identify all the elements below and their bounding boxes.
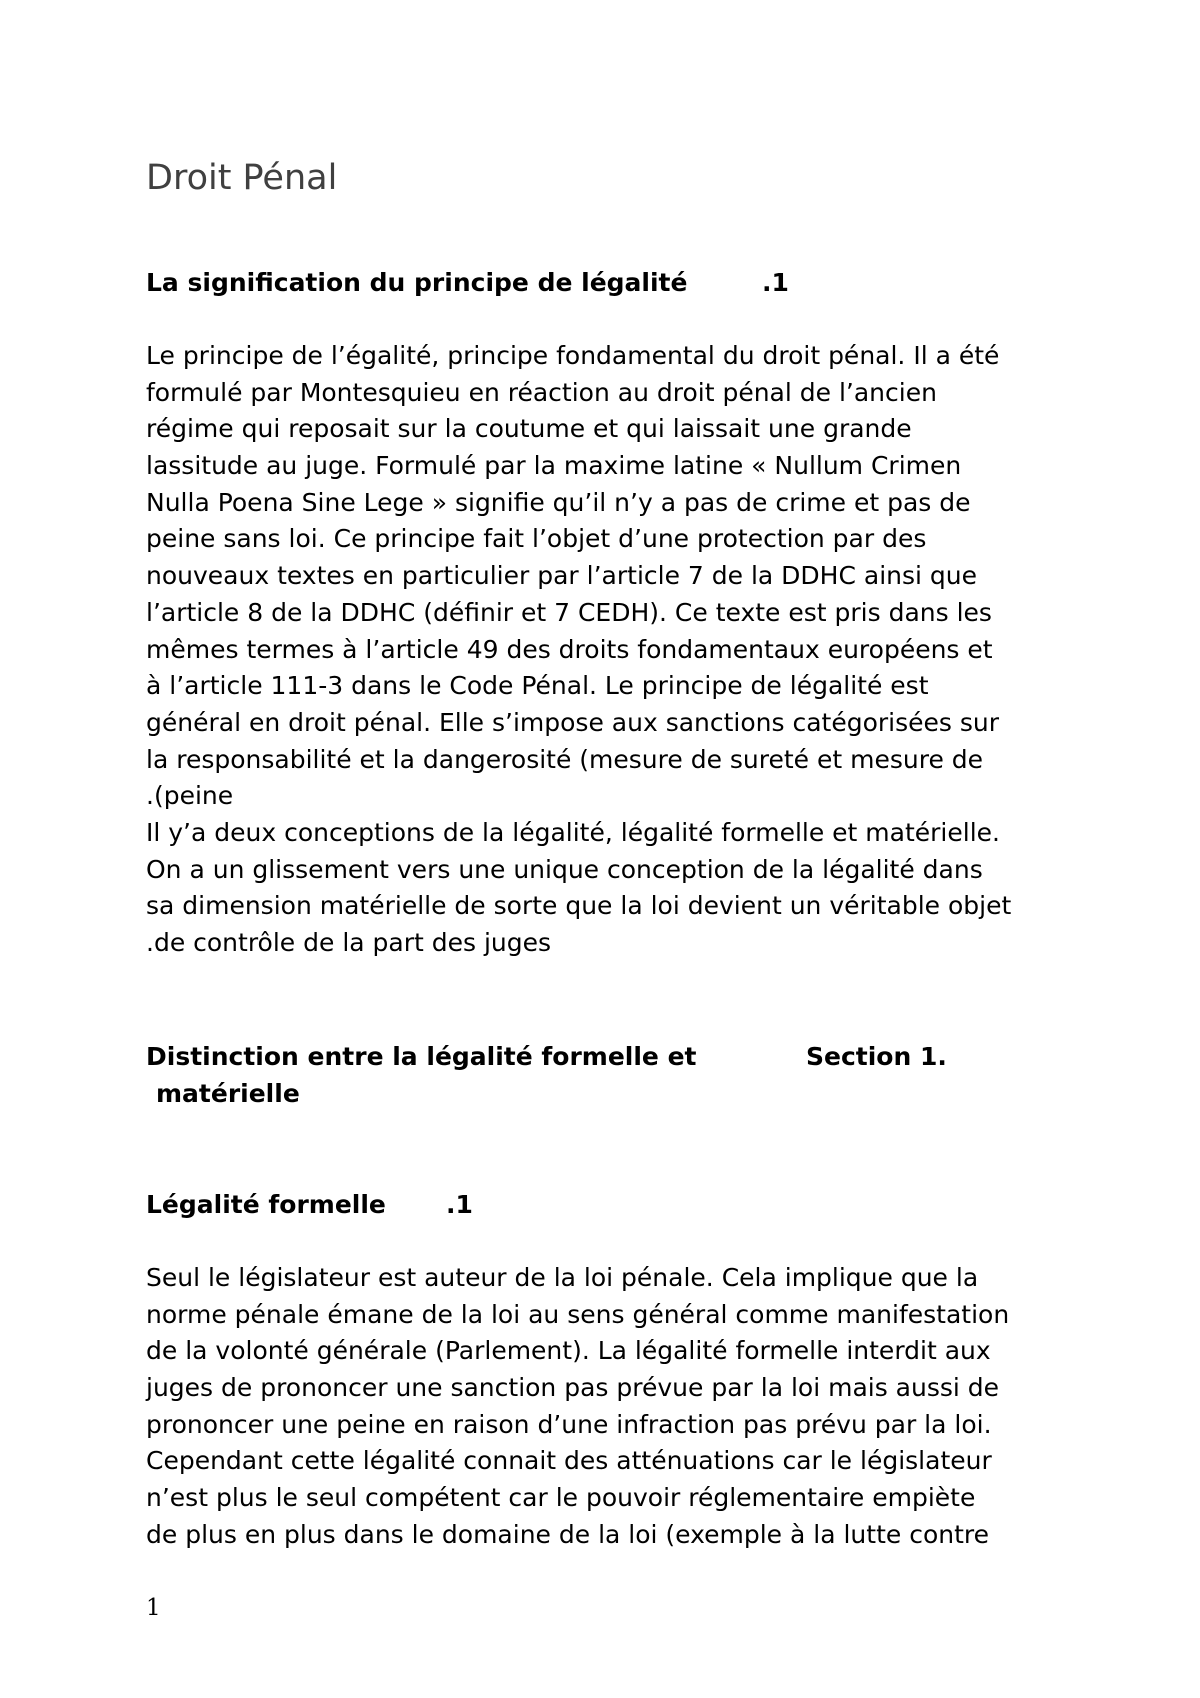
paragraph-legality-principle [146,338,1066,962]
text-line: régime qui reposait sur la coutume et qui laissait une grande [146,414,912,444]
text-line: juges de prononcer une sanction pas prévue par la loi mais aussi de [146,1373,1000,1403]
text-line: formulé par Montesquieu en réaction au droit pénal de l’ancien [146,377,937,407]
text-line: Il y’a deux conceptions de la légalité, légalité formelle et matérielle. [146,817,1000,847]
text-line: de la volonté générale (Parlement). La légalité formelle interdit aux [146,1336,991,1366]
text-line: peine sans loi. Ce principe fait l’objet d’une protection par des [146,524,927,554]
heading-legality-meaning [146,264,1066,301]
text-line: mêmes termes à l’article 49 des droits fondamentaux européens et [146,634,993,664]
text-line: Seul le législateur est auteur de la loi pénale. Cela implique que la [146,1263,979,1292]
section-heading-distinction [146,1038,1066,1118]
text-line: Le principe de l’égalité, principe fondamental du droit pénal. Il a été [146,341,1000,370]
text-line: à l’article 111-3 dans le Code Pénal. Le principe de légalité est [146,671,929,701]
text-line: .(peine [146,781,234,811]
text-line: l’article 8 de la DDHC (définir et 7 CEDH). Ce texte est pris dans les [146,597,992,627]
document-title: Droit Pénal [146,158,338,198]
heading-formal-legality [146,1186,1066,1223]
text-line: On a un glissement vers une unique conception de la légalité dans [146,854,983,884]
heading-number: .1 [446,1190,473,1219]
text-line: lassitude au juge. Formulé par la maxime latine « Nullum Crimen [146,451,962,481]
text-line: .de contrôle de la part des juges [146,928,552,957]
section-heading-line-1: Distinction entre la légalité formelle et [146,1042,697,1071]
text-line: nouveaux textes en particulier par l’article 7 de la DDHC ainsi que [146,561,977,591]
heading-number: .1 [762,268,789,297]
text-line: sa dimension matérielle de sorte que la loi devient un véritable objet [146,891,1012,921]
page-number: 1 [146,1595,161,1621]
text-line: Nulla Poena Sine Lege » signifie qu’il n’y a pas de crime et pas de [146,487,971,517]
text-line: norme pénale émane de la loi au sens général comme manifestation [146,1299,1010,1329]
text-line: n’est plus le seul compétent car le pouvoir réglementaire empiète [146,1483,976,1513]
paragraph-formal-legality [146,1260,1066,1554]
heading-text: Légalité formelle [146,1190,386,1219]
text-line: de plus en plus dans le domaine de la loi (exemple à la lutte contre [146,1519,990,1549]
heading-text: La signification du principe de légalité [146,268,688,297]
section-number: Section 1. [806,1042,947,1071]
text-line: la responsabilité et la dangerosité (mesure de sureté et mesure de [146,744,984,774]
section-heading-line-2: matérielle [156,1079,300,1108]
text-line: Cependant cette légalité connait des atténuations car le législateur [146,1446,992,1476]
text-line: prononcer une peine en raison d’une infraction pas prévu par la loi. [146,1409,992,1439]
text-line: général en droit pénal. Elle s’impose aux sanctions catégorisées sur [146,707,1000,737]
